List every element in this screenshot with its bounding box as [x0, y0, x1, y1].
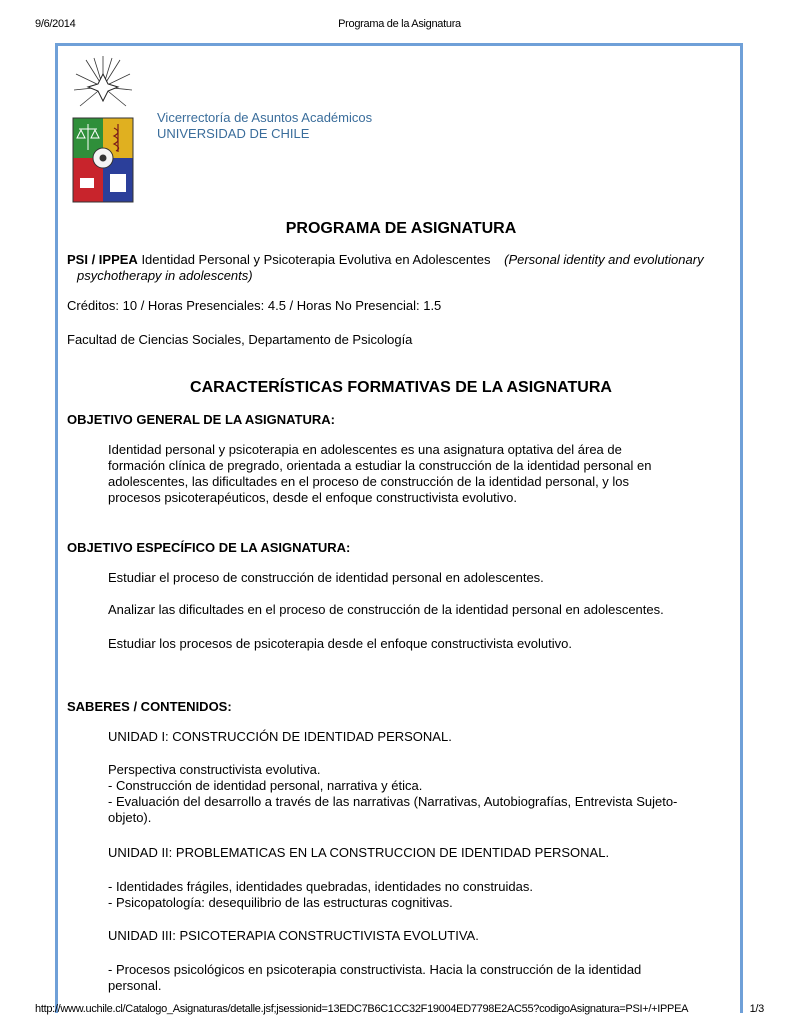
unit-content: [108, 762, 715, 826]
unit-content: [108, 962, 715, 994]
print-header: [35, 18, 764, 34]
unit-content-line: objeto).: [108, 810, 152, 825]
page-number: 1/3: [749, 1003, 764, 1015]
specific-objective-item: Estudiar el proceso de construcción de identidad personal en adolescentes.: [108, 570, 544, 585]
specific-objective-heading: OBJETIVO ESPECÍFICO DE LA ASIGNATURA:: [67, 540, 351, 555]
university-name: UNIVERSIDAD DE CHILE: [157, 126, 310, 141]
university-crest-icon: [72, 54, 134, 204]
unit-content-line: Perspectiva constructivista evolutiva.: [108, 762, 321, 777]
unit-title: UNIDAD I: CONSTRUCCIÓN DE IDENTIDAD PERSONAL.: [108, 729, 452, 744]
contents-heading: SABERES / CONTENIDOS:: [67, 699, 232, 714]
institution-name: Vicerrectoría de Asuntos Académicos: [157, 110, 373, 125]
unit-content-line: - Identidades frágiles, identidades quebradas, identidades no construidas.: [108, 879, 533, 894]
unit-title: UNIDAD II: PROBLEMATICAS EN LA CONSTRUCCION DE IDENTIDAD PERSONAL.: [108, 845, 610, 860]
course-english-title-2: psychotherapy in adolescents): [77, 268, 253, 283]
page-frame: [55, 43, 743, 1013]
print-url: http://www.uchile.cl/Catalogo_Asignaturas/detalle.jsf;jsessionid=13EDC7B6C1CC32F19004ED7798E2AC55?codigoAsignatura=PSI+/+IPPEA: [35, 1003, 689, 1015]
course-line: [67, 252, 735, 284]
specific-objective-item: Analizar las dificultades en el proceso de construcción de la identidad personal en adolescentes.: [108, 602, 664, 617]
characteristics-title: CARACTERÍSTICAS FORMATIVAS DE LA ASIGNATURA: [190, 379, 612, 396]
course-code: PSI / IPPEA: [67, 252, 138, 267]
unit-content-line: - Psicopatología: desequilibrio de las estructuras cognitivas.: [108, 895, 453, 910]
unit-content-line: personal.: [108, 978, 162, 993]
faculty-line: Facultad de Ciencias Sociales, Departamento de Psicología: [67, 332, 413, 347]
page-title: PROGRAMA DE ASIGNATURA: [285, 220, 517, 237]
general-objective-line: procesos psicoterapéuticos, desde el enfoque constructivista evolutivo.: [108, 490, 518, 505]
general-objective-line: formación clínica de pregrado, orientada a estudiar la construcción de la identidad personal en: [108, 458, 652, 473]
unit-content-line: - Procesos psicológicos en psicoterapia constructivista. Hacia la construcción de la identidad: [108, 962, 642, 977]
specific-objective-item: Estudiar los procesos de psicoterapia desde el enfoque constructivista evolutivo.: [108, 636, 572, 651]
print-date: 9/6/2014: [35, 18, 76, 30]
general-objective-line: adolescentes, las dificultades en el proceso de construcción de la identidad personal, y los: [108, 474, 630, 489]
unit-content-line: - Evaluación del desarrollo a través de las narrativas (Narrativas, Autobiografías, Entrevista Sujeto-: [108, 794, 678, 809]
unit-content-line: - Construcción de identidad personal, narrativa y ética.: [108, 778, 423, 793]
unit-content: [108, 879, 715, 911]
print-footer: [35, 1003, 764, 1019]
print-title: Programa de la Asignatura: [338, 18, 461, 30]
course-name: Identidad Personal y Psicoterapia Evolutiva en Adolescentes: [141, 252, 491, 267]
general-objective-text: [108, 442, 715, 506]
general-objective-line: Identidad personal y psicoterapia en adolescentes es una asignatura optativa del área de: [108, 442, 622, 457]
general-objective-heading: OBJETIVO GENERAL DE LA ASIGNATURA:: [67, 412, 335, 427]
credits-line: Créditos: 10 / Horas Presenciales: 4.5 / Horas No Presencial: 1.5: [67, 298, 442, 313]
unit-title: UNIDAD III: PSICOTERAPIA CONSTRUCTIVISTA EVOLUTIVA.: [108, 928, 479, 943]
course-english-title-1: (Personal identity and evolutionary: [504, 252, 704, 267]
institution-block: [157, 110, 372, 142]
